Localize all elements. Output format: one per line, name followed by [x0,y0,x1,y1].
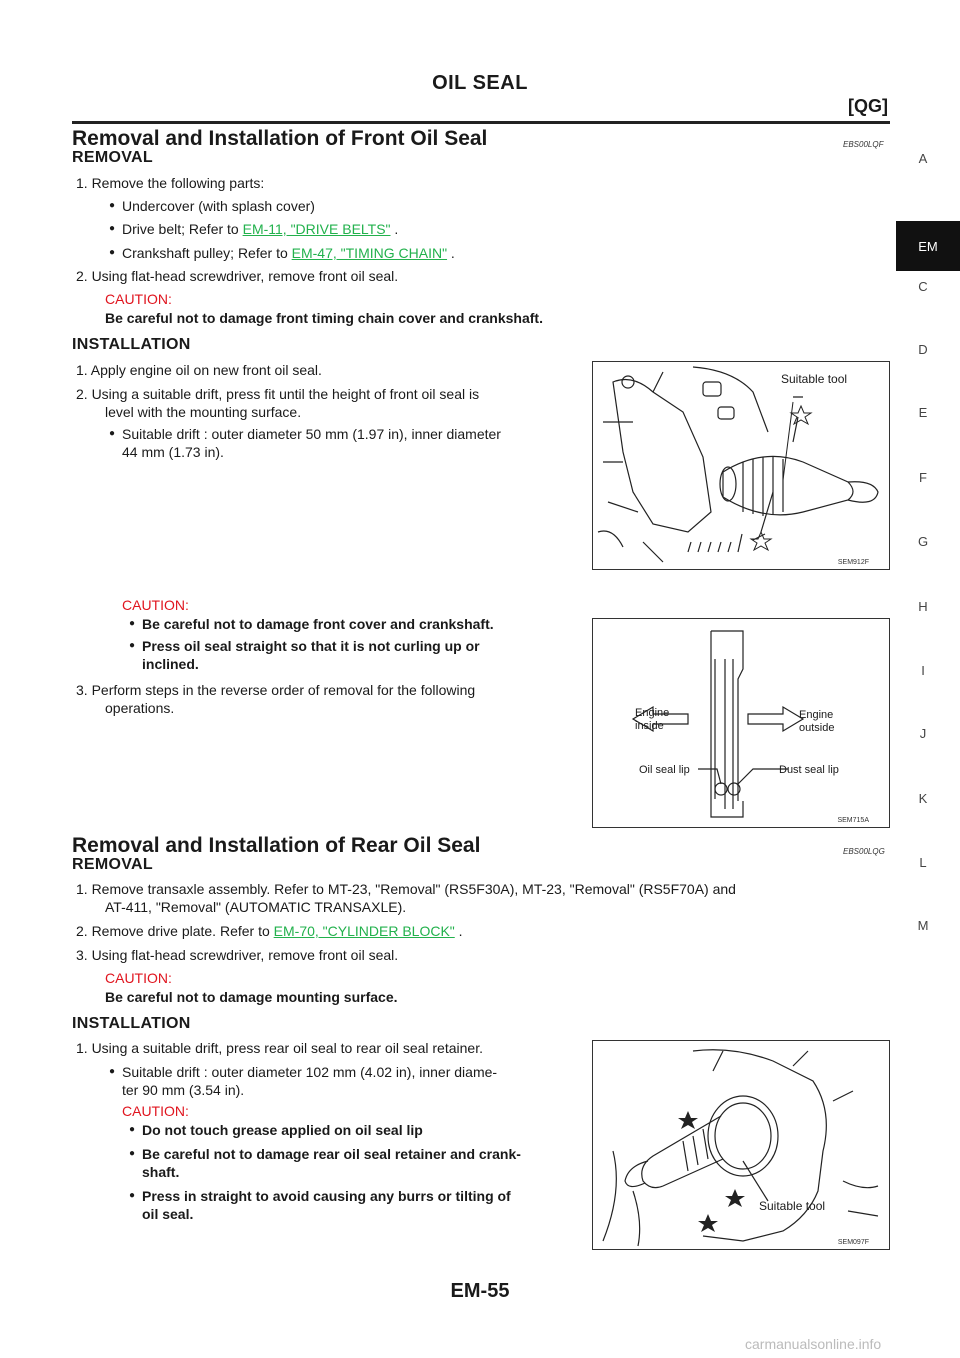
index-g[interactable]: G [917,534,929,549]
link-timing-chain[interactable]: EM-47, "TIMING CHAIN" [291,245,448,261]
index-c[interactable]: C [918,279,928,294]
index-j[interactable]: J [919,726,927,741]
figure-front-seal-install [592,361,890,570]
rear-caution-text: Be careful not to damage mounting surface. [105,989,398,1005]
link-cylinder-block[interactable]: EM-70, "CYLINDER BLOCK" [273,923,455,939]
bullet-rear-caution-3a: ● Press in straight to avoid causing any burrs or tilting of [142,1187,583,1205]
rear-seal-tool-illustration [593,1041,889,1249]
rear-removal-step-3: 3. Using flat-head screwdriver, remove front oil seal. [76,947,399,963]
rear-drift-b: ter 90 mm (3.54 in). [122,1082,245,1098]
page-title: OIL SEAL [432,72,528,94]
index-m[interactable]: M [917,918,929,933]
front-install-step-2b: level with the mounting surface. [105,404,302,420]
page-number: EM-55 [450,1280,510,1302]
engine-code: [QG] [848,96,888,116]
front-caution-label: CAUTION: [105,291,172,307]
rear-caution-3b: oil seal. [142,1206,194,1222]
figure-seal-lip-diagram [592,618,890,828]
bullet-rear-caution-2a: ● Be careful not to damage rear oil seal retainer and crank- [142,1145,583,1163]
rear-caution-2b: shaft. [142,1164,180,1180]
bullet-rear-caution-1: ● Do not touch grease applied on oil seal lip [142,1121,423,1139]
label-engine-inside: Engine inside [635,707,670,732]
figure-rear-seal-install [592,1040,890,1250]
rear-removal-step-2: 2. Remove drive plate. Refer to EM-70, "CYLINDER BLOCK" . [76,923,463,939]
front-caution-2b: inclined. [142,656,199,672]
link-drive-belts[interactable]: EM-11, "DRIVE BELTS" [242,221,391,237]
index-f[interactable]: F [919,470,927,485]
front-removal-step-2: 2. Using flat-head screwdriver, remove front oil seal. [76,268,399,284]
index-k[interactable]: K [918,791,928,806]
label-suitable-tool-1: Suitable tool [781,372,848,386]
label-oil-seal-lip: Oil seal lip [639,764,690,776]
front-install-step-3a: 3. Perform steps in the reverse order of removal for the following [76,682,476,698]
front-install-step-2a: 2. Using a suitable drift, press fit until the height of front oil seal is [76,386,480,402]
bullet-rear-drift-a: ● Suitable drift : outer diameter 102 mm (4.02 in), inner diame- [122,1063,583,1081]
front-removal-title: REMOVAL [72,149,153,166]
index-l[interactable]: L [919,855,927,870]
rear-seal-code: EBS00LQG [843,847,885,856]
rear-caution-label: CAUTION: [105,970,172,986]
rear-install-caution-label: CAUTION: [122,1103,189,1119]
front-seal-heading: Removal and Installation of Front Oil Seal [72,127,488,150]
index-em-active[interactable]: EM [896,221,960,271]
rear-removal-step-1a: 1. Remove transaxle assembly. Refer to MT-23, "Removal" (RS5F30A), MT-23, "Removal" (RS5F70A) and [76,881,736,897]
front-install-caution-label: CAUTION: [122,597,189,613]
header-rule [72,121,890,124]
front-install-step-3b: operations. [105,700,175,716]
front-caution-text: Be careful not to damage front timing chain cover and crankshaft. [105,310,543,326]
figure-code-1: SEM912F [837,559,869,566]
label-suitable-tool-2: Suitable tool [759,1199,826,1213]
watermark: carmanualsonline.info [745,1336,882,1352]
index-e[interactable]: E [918,405,928,420]
front-removal-step-1: 1. Remove the following parts: [76,175,265,191]
rear-install-title: INSTALLATION [72,1015,191,1032]
index-i[interactable]: I [921,663,925,678]
rear-seal-heading: Removal and Installation of Rear Oil Seal [72,834,481,857]
index-d[interactable]: D [918,342,928,357]
bullet-crankshaft-pulley: ● Crankshaft pulley; Refer to EM-47, "TIMING CHAIN" . [122,244,455,262]
bullet-front-caution-2a: ● Press oil seal straight so that it is not curling up or [142,637,583,655]
index-a[interactable]: A [918,151,928,166]
front-seal-code: EBS00LQF [843,140,884,149]
bullet-front-caution-1: ● Be careful not to damage front cover and crankshaft. [142,615,494,633]
front-seal-tool-illustration [593,362,889,569]
front-drift-b: 44 mm (1.73 in). [122,444,224,460]
label-dust-seal-lip: Dust seal lip [779,764,839,776]
figure-code-2: SEM715A [837,817,869,824]
front-install-title: INSTALLATION [72,336,191,353]
label-engine-outside: Engine outside [799,709,835,734]
rear-install-step-1: 1. Using a suitable drift, press rear oil seal to rear oil seal retainer. [76,1040,483,1056]
figure-code-3: SEM097F [837,1239,869,1246]
rear-removal-title: REMOVAL [72,856,153,873]
bullet-undercover: ● Undercover (with splash cover) [122,197,315,215]
bullet-drive-belt: ● Drive belt; Refer to EM-11, "DRIVE BELTS" . [122,220,398,238]
rear-removal-step-1b: AT-411, "Removal" (AUTOMATIC TRANSAXLE). [105,899,407,915]
bullet-front-drift-a: ● Suitable drift : outer diameter 50 mm (1.97 in), inner diameter [122,425,501,443]
front-install-step-1: 1. Apply engine oil on new front oil seal. [76,362,322,378]
index-h[interactable]: H [918,599,928,614]
